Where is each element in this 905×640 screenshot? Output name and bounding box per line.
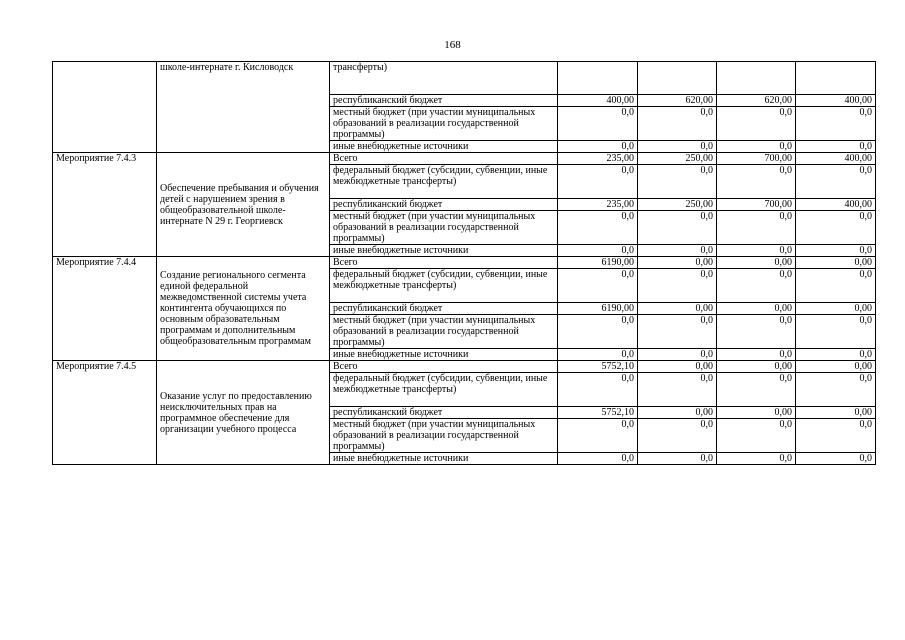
amount-cell: 0,0 (558, 165, 638, 199)
measure-description: школе-интернате г. Кисловодск (157, 62, 330, 153)
funding-source: местный бюджет (при участии муниципальных образований в реализации государственной программы) (330, 419, 558, 453)
budget-table (52, 61, 876, 465)
amount-cell: 0,00 (717, 303, 796, 315)
amount-cell (558, 62, 638, 95)
amount-cell: 5752,10 (558, 407, 638, 419)
amount-cell: 6190,00 (558, 303, 638, 315)
funding-source: Всего (330, 257, 558, 269)
table-row (53, 153, 876, 165)
amount-cell: 0,0 (717, 165, 796, 199)
amount-cell: 0,0 (796, 349, 876, 361)
funding-source: трансферты) (330, 62, 558, 95)
amount-cell: 0,0 (717, 453, 796, 465)
amount-cell: 0,0 (638, 453, 717, 465)
amount-cell: 250,00 (638, 199, 717, 211)
amount-cell: 0,0 (717, 245, 796, 257)
measure-label: Мероприятие 7.4.3 (53, 153, 157, 257)
funding-source: республиканский бюджет (330, 199, 558, 211)
amount-cell: 0,00 (717, 407, 796, 419)
funding-source: Всего (330, 361, 558, 373)
amount-cell: 235,00 (558, 153, 638, 165)
funding-source: Всего (330, 153, 558, 165)
amount-cell: 0,0 (796, 315, 876, 349)
funding-source: иные внебюджетные источники (330, 453, 558, 465)
amount-cell: 0,0 (717, 107, 796, 141)
amount-cell: 0,0 (796, 245, 876, 257)
funding-source: местный бюджет (при участии муниципальных образований в реализации государственной программы) (330, 315, 558, 349)
measure-description: Оказание услуг по предоставлению неисключительных прав на программное обеспечение для организации учебного процесса (157, 361, 330, 465)
amount-cell: 0,0 (717, 269, 796, 303)
amount-cell: 0,0 (717, 349, 796, 361)
amount-cell: 0,0 (796, 419, 876, 453)
funding-source: иные внебюджетные источники (330, 349, 558, 361)
amount-cell: 0,0 (638, 141, 717, 153)
amount-cell: 0,00 (638, 303, 717, 315)
funding-source: республиканский бюджет (330, 95, 558, 107)
amount-cell: 400,00 (796, 95, 876, 107)
amount-cell: 0,0 (558, 315, 638, 349)
amount-cell: 0,0 (558, 141, 638, 153)
amount-cell: 400,00 (796, 199, 876, 211)
funding-source: республиканский бюджет (330, 407, 558, 419)
measure-label: Мероприятие 7.4.5 (53, 361, 157, 465)
amount-cell: 0,0 (638, 373, 717, 407)
measure-label (53, 62, 157, 153)
amount-cell: 0,0 (638, 107, 717, 141)
amount-cell: 0,00 (796, 257, 876, 269)
amount-cell: 0,0 (717, 419, 796, 453)
amount-cell: 6190,00 (558, 257, 638, 269)
funding-source: иные внебюджетные источники (330, 245, 558, 257)
funding-source: федеральный бюджет (субсидии, субвенции, иные межбюджетные трансферты) (330, 373, 558, 407)
amount-cell: 0,0 (796, 211, 876, 245)
amount-cell: 0,0 (717, 141, 796, 153)
table-row (53, 361, 876, 373)
amount-cell (796, 62, 876, 95)
amount-cell (638, 62, 717, 95)
amount-cell (717, 62, 796, 95)
amount-cell: 0,0 (796, 269, 876, 303)
amount-cell: 0,0 (638, 245, 717, 257)
funding-source: местный бюджет (при участии муниципальных образований в реализации государственной программы) (330, 107, 558, 141)
amount-cell: 700,00 (717, 199, 796, 211)
amount-cell: 250,00 (638, 153, 717, 165)
funding-source: республиканский бюджет (330, 303, 558, 315)
amount-cell: 0,00 (717, 257, 796, 269)
funding-source: местный бюджет (при участии муниципальных образований в реализации государственной программы) (330, 211, 558, 245)
measure-label: Мероприятие 7.4.4 (53, 257, 157, 361)
amount-cell: 0,0 (638, 211, 717, 245)
amount-cell: 0,0 (638, 165, 717, 199)
table-body (53, 62, 876, 465)
amount-cell: 0,0 (796, 165, 876, 199)
amount-cell: 400,00 (796, 153, 876, 165)
amount-cell: 700,00 (717, 153, 796, 165)
table-row (53, 62, 876, 95)
amount-cell: 620,00 (638, 95, 717, 107)
amount-cell: 0,00 (717, 361, 796, 373)
amount-cell: 0,0 (717, 211, 796, 245)
funding-source: федеральный бюджет (субсидии, субвенции, иные межбюджетные трансферты) (330, 165, 558, 199)
amount-cell: 0,00 (638, 257, 717, 269)
amount-cell: 0,00 (796, 303, 876, 315)
amount-cell: 0,0 (558, 453, 638, 465)
amount-cell: 0,0 (558, 373, 638, 407)
funding-source: иные внебюджетные источники (330, 141, 558, 153)
amount-cell: 0,0 (717, 373, 796, 407)
measure-description: Обеспечение пребывания и обучения детей с нарушением зрения в общеобразовательной школе-интернате N 29 г. Георгиевск (157, 153, 330, 257)
amount-cell: 0,0 (796, 373, 876, 407)
amount-cell: 0,0 (558, 419, 638, 453)
amount-cell: 0,0 (796, 141, 876, 153)
measure-description: Создание регионального сегмента единой федеральной межведомственной системы учета контингента обучающихся по основным образовательным программам и дополнительным общеобразовательным программам (157, 257, 330, 361)
amount-cell: 0,00 (796, 407, 876, 419)
amount-cell: 0,0 (796, 453, 876, 465)
amount-cell: 0,00 (796, 361, 876, 373)
amount-cell: 0,0 (638, 315, 717, 349)
amount-cell: 0,0 (717, 315, 796, 349)
amount-cell: 0,0 (558, 107, 638, 141)
amount-cell: 0,0 (638, 419, 717, 453)
amount-cell: 0,0 (638, 269, 717, 303)
page-number: 168 (444, 39, 461, 51)
amount-cell: 0,00 (638, 361, 717, 373)
amount-cell: 400,00 (558, 95, 638, 107)
amount-cell: 0,0 (558, 211, 638, 245)
amount-cell: 235,00 (558, 199, 638, 211)
amount-cell: 0,0 (558, 245, 638, 257)
table-row (53, 257, 876, 269)
amount-cell: 0,0 (558, 269, 638, 303)
amount-cell: 5752,10 (558, 361, 638, 373)
amount-cell: 0,00 (638, 407, 717, 419)
amount-cell: 0,0 (558, 349, 638, 361)
amount-cell: 620,00 (717, 95, 796, 107)
amount-cell: 0,0 (638, 349, 717, 361)
funding-source: федеральный бюджет (субсидии, субвенции, иные межбюджетные трансферты) (330, 269, 558, 303)
amount-cell: 0,0 (796, 107, 876, 141)
